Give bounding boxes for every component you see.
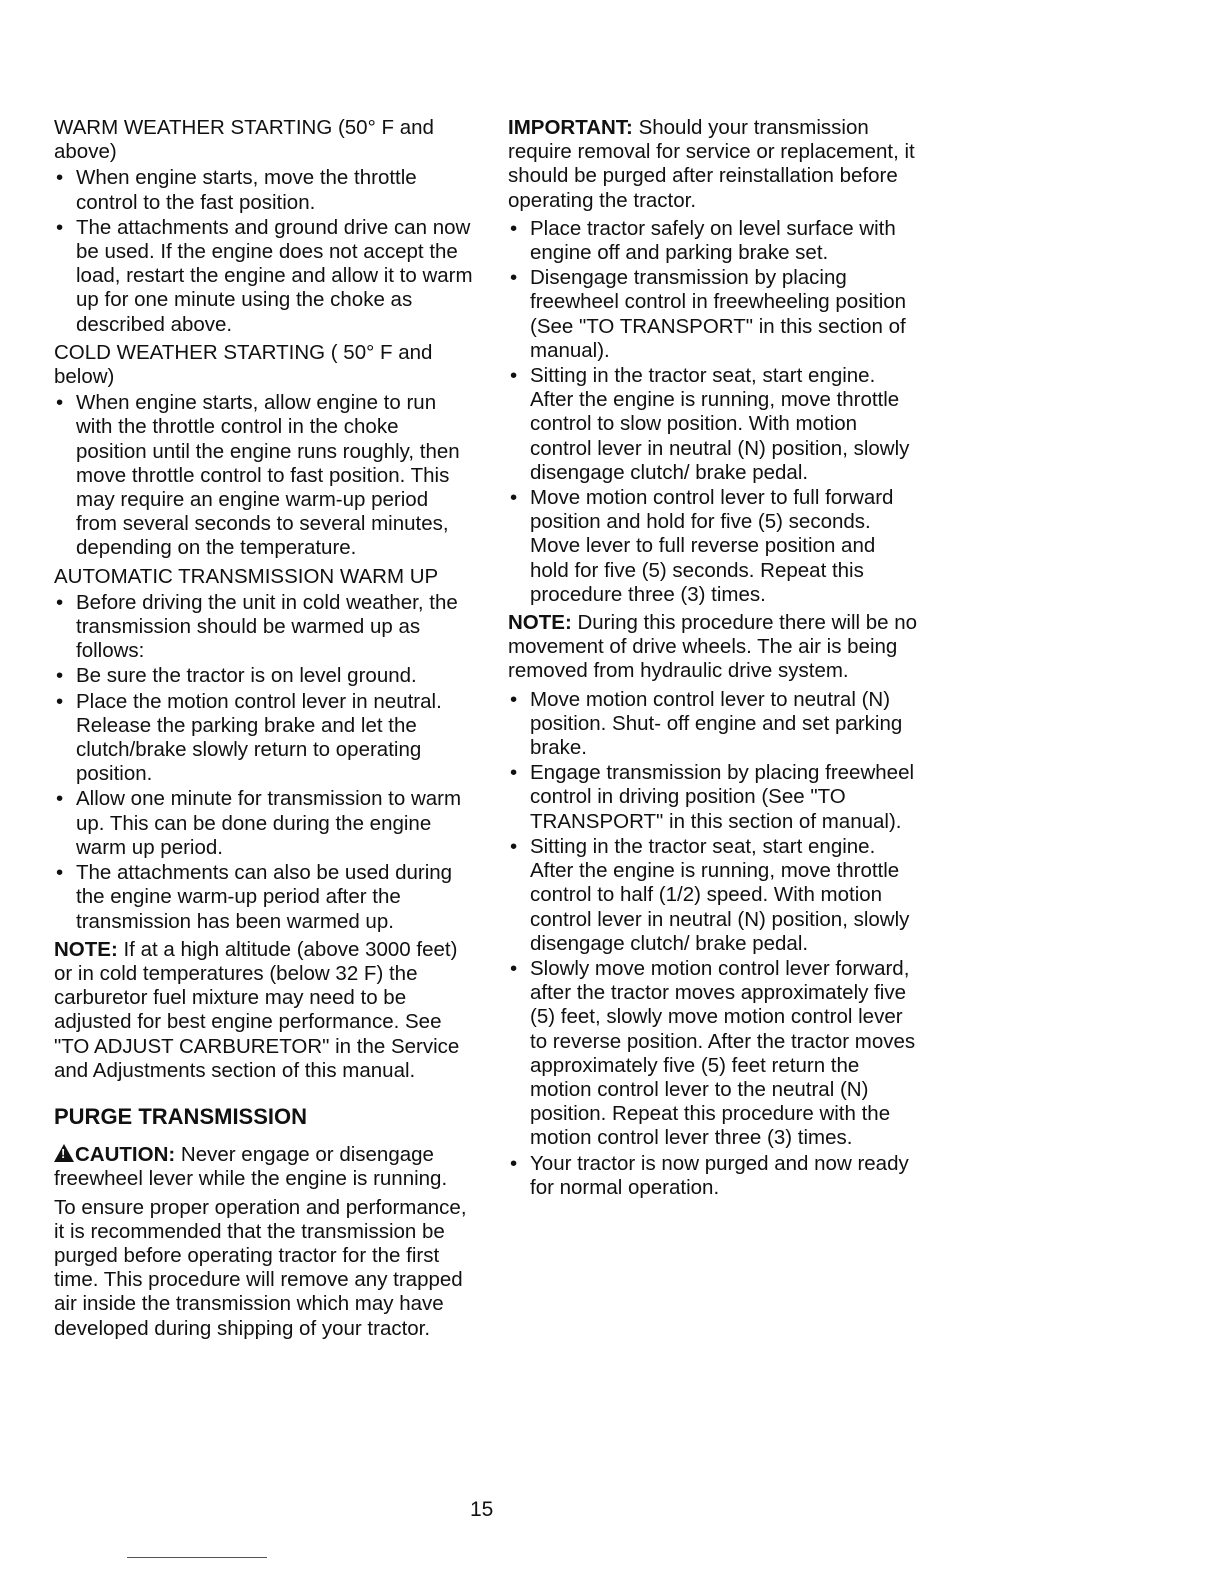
important-block [508,116,918,213]
list-item: • Allow one minute for transmission to warm up. This can be done during the engine warm up period. [54,787,474,860]
list-item: • Slowly move motion control lever forward, after the tractor moves approximately five (5) feet, slowly move motion control lever to reverse position. After the tractor moves approximately five (5) feet return the motion control lever to the neutral (N) position. Repeat this procedure with the motion control lever three (3) times. [508,957,918,1151]
purge-intro: To ensure proper operation and performance, it is recommended that the transmission be purged before operating tractor for the first time. This procedure will remove any trapped air inside the transmission which may have developed during shipping of your tractor. [54,1195,467,1340]
caution-block [54,1143,474,1191]
list-item: • The attachments can also be used during the engine warm-up period after the transmission has been warmed up. [54,861,474,934]
purge-steps-list-b [508,688,918,1200]
list-item: • When engine starts, move the throttle control to the fast position. [54,166,474,214]
caution-label: CAUTION: [75,1143,176,1167]
list-item: • When engine starts, allow engine to run with the throttle control in the choke position until the engine runs roughly, then move throttle control to fast position. This may require an engine warm-up period from several seconds to several minutes, depending on the temperature. [54,391,474,560]
list-item: • Be sure the tractor is on level ground. [54,664,474,688]
list-item: • Move motion control lever to full forward position and hold for five (5) seconds. Move lever to full reverse position and hold for five (5) seconds. Repeat this procedure three (3) times. [508,486,918,607]
left-column [54,116,474,1345]
page-number: 15 [470,1498,494,1521]
cold-weather-list [54,391,474,560]
altitude-note [54,938,474,1083]
list-item: • Your tractor is now purged and now ready for normal operation. [508,1152,918,1200]
important-text: Should your transmission require removal for service or replacement, it should be purged after reinstallation before operating the tractor. [508,116,915,212]
list-item: • Sitting in the tractor seat, start engine. After the engine is running, move throttle control to half (1/2) speed. With motion control lever in neutral (N) position, slowly disengage clutch/ brake pedal. [508,835,918,956]
list-item: • Place the motion control lever in neutral. Release the parking brake and let the clutch/brake slowly return to operating position. [54,690,474,787]
purge-transmission-title: PURGE TRANSMISSION [54,1103,308,1129]
drive-wheels-note [508,611,918,684]
important-label: IMPORTANT: [508,116,633,139]
purge-steps-list-a [508,217,918,607]
bottom-rule [127,1557,267,1558]
list-item: • The attachments and ground drive can now be used. If the engine does not accept the load, restart the engine and allow it to warm up for one minute using the choke as described above. [54,216,474,337]
cold-weather-heading: COLD WEATHER STARTING ( 50° F and below) [54,340,433,389]
note-label: NOTE: [54,937,118,961]
caution-text: Never engage or disengage freewheel lever while the engine is running. [54,1143,448,1191]
auto-transmission-list [54,591,474,934]
list-item: • Before driving the unit in cold weather, the transmission should be warmed up as follows: [54,591,474,664]
list-item: • Move motion control lever to neutral (N) position. Shut- off engine and set parking brake. [508,688,918,761]
note-text: If at a high altitude (above 3000 feet) or in cold temperatures (below 32 F) the carburetor fuel mixture may need to be adjusted for best engine performance. See "TO ADJUST CARBURETOR" in the Service and Adjustments section of this manual. [54,937,460,1082]
list-item: • Disengage transmission by placing freewheel control in freewheeling position (See "TO TRANSPORT" in this section of manual). [508,266,918,363]
list-item: • Place tractor safely on level surface with engine off and parking brake set. [508,217,918,265]
note-text: During this procedure there will be no movement of drive wheels. The air is being removed from hydraulic drive system. [508,611,918,683]
list-item: • Sitting in the tractor seat, start engine. After the engine is running, move throttle control to slow position. With motion control lever in neutral (N) position, slowly disengage clutch/ brake pedal. [508,364,918,485]
list-item: • Engage transmission by placing freewheel control in driving position (See "TO TRANSPORT" in this section of manual). [508,761,918,834]
auto-transmission-heading: AUTOMATIC TRANSMISSION WARM UP [54,564,439,588]
warning-icon [54,1144,74,1162]
warm-weather-heading: WARM WEATHER STARTING (50° F and above) [54,116,434,164]
note-label: NOTE: [508,611,572,635]
right-column [508,116,918,1204]
warm-weather-list [54,166,474,336]
